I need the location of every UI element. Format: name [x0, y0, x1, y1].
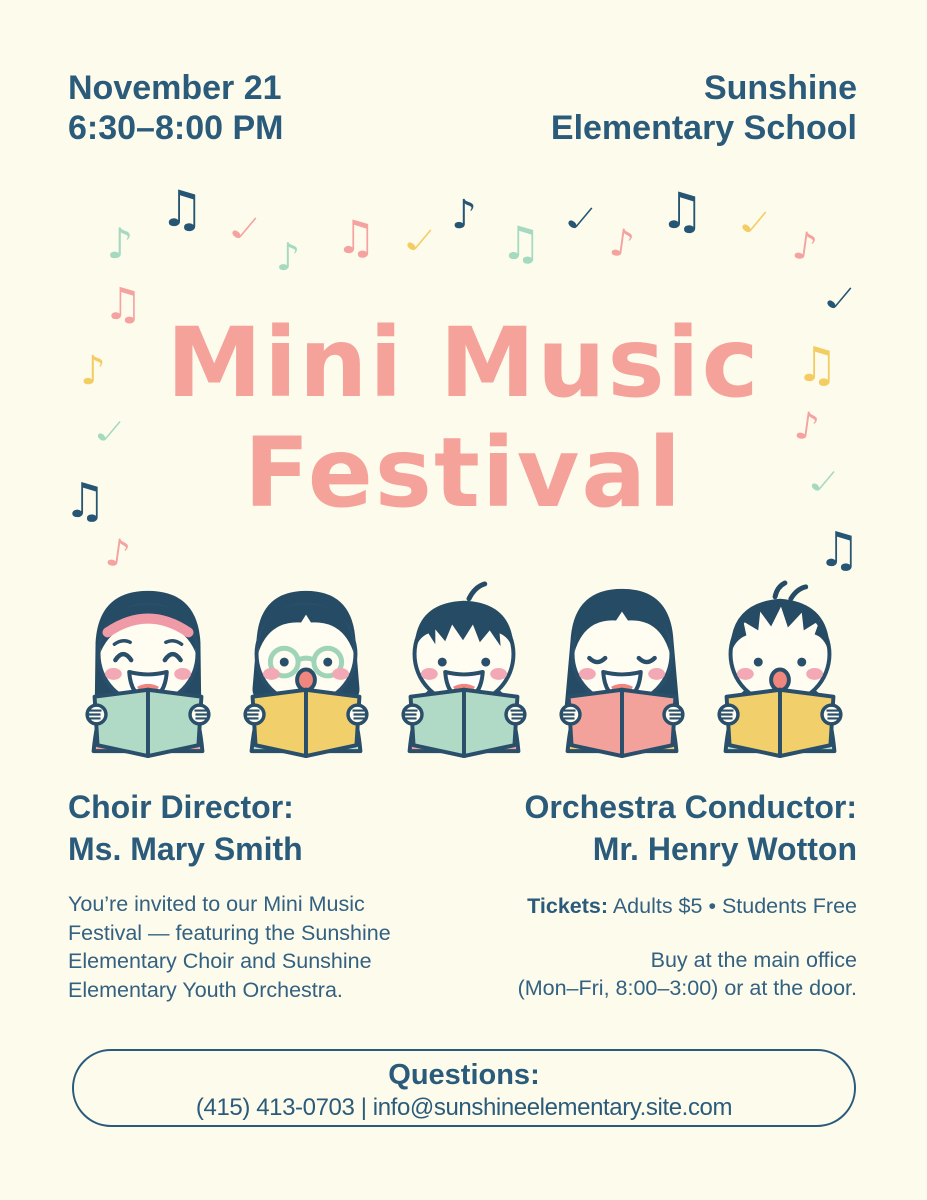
- child-illustration-boy: [389, 577, 539, 759]
- slant-note-icon: ♩: [558, 194, 602, 240]
- tickets-label: Tickets:: [527, 894, 609, 918]
- info-columns: [68, 786, 857, 1004]
- school-name-line2: Elementary School: [550, 109, 857, 147]
- beamed-note-icon: ♫: [817, 522, 861, 579]
- event-title: [0, 308, 927, 528]
- tickets-line: [447, 892, 857, 920]
- slant-note-icon: ♩: [802, 459, 843, 503]
- tickets-info: Adults $5 • Students Free: [612, 894, 857, 918]
- eighth-note-icon: ♪: [791, 402, 823, 450]
- child-illustration-girl-long-hair: [73, 577, 223, 759]
- purchase-info: [447, 946, 857, 1002]
- event-title-line2: Festival: [244, 417, 683, 529]
- child-illustration-girl-medium-hair: [547, 577, 697, 759]
- eighth-note-icon: ♪: [80, 348, 106, 395]
- beamed-note-icon: ♫: [103, 279, 143, 331]
- eighth-note-icon: ♪: [106, 219, 134, 269]
- choir-director-heading: [68, 786, 438, 870]
- purchase-info-line1: Buy at the main office: [650, 948, 857, 972]
- slant-note-icon: ♩: [732, 198, 776, 244]
- beamed-note-icon: ♫: [659, 182, 705, 240]
- purchase-info-line2: (Mon–Fri, 8:00–3:00) or at the door.: [517, 976, 857, 1000]
- event-date: November 21: [68, 69, 282, 107]
- orchestra-conductor-heading: [447, 786, 857, 870]
- beamed-note-icon: ♫: [159, 180, 205, 238]
- choir-director-name: Ms. Mary Smith: [68, 831, 303, 867]
- school-name-line1: Sunshine: [703, 69, 857, 107]
- questions-label: Questions:: [388, 1059, 540, 1091]
- questions-contact-box: [72, 1049, 856, 1127]
- contact-info: (415) 413-0703 | info@sunshineelementary.site.com: [195, 1094, 733, 1121]
- eighth-note-icon: ♪: [606, 219, 638, 267]
- choir-section: [68, 786, 438, 1004]
- orchestra-conductor-name: Mr. Henry Wotton: [592, 831, 857, 867]
- eighth-note-icon: ♪: [451, 192, 477, 239]
- eighth-note-icon: ♪: [102, 529, 134, 577]
- event-time: 6:30–8:00 PM: [68, 109, 284, 147]
- school-name: [551, 68, 857, 148]
- eighth-note-icon: ♪: [789, 222, 821, 270]
- slant-note-icon: ♩: [88, 409, 129, 453]
- eighth-note-icon: ♪: [275, 235, 301, 280]
- orchestra-section: [447, 786, 857, 1004]
- child-illustration-girl-bob-glasses: [231, 577, 381, 759]
- invitation-text: You’re invited to our Mini Music Festival — featuring the Sunshine Elementary Choir and Sunshine Elementary Youth Orchestra.: [68, 892, 391, 1002]
- event-title-line1: Mini Music: [166, 307, 761, 419]
- beamed-note-icon: ♫: [795, 337, 839, 394]
- choir-director-label: Choir Director:: [68, 789, 294, 825]
- event-datetime: [68, 68, 283, 148]
- beamed-note-icon: ♫: [335, 210, 377, 265]
- orchestra-conductor-label: Orchestra Conductor:: [524, 789, 857, 825]
- slant-note-icon: ♩: [817, 274, 861, 320]
- slant-note-icon: ♩: [397, 216, 441, 262]
- beamed-note-icon: ♫: [500, 216, 542, 271]
- child-illustration-boy-spiky: [705, 577, 855, 759]
- singing-children-illustrations: [73, 577, 855, 759]
- slant-note-icon: ♩: [222, 204, 266, 250]
- beamed-note-icon: ♫: [63, 473, 107, 530]
